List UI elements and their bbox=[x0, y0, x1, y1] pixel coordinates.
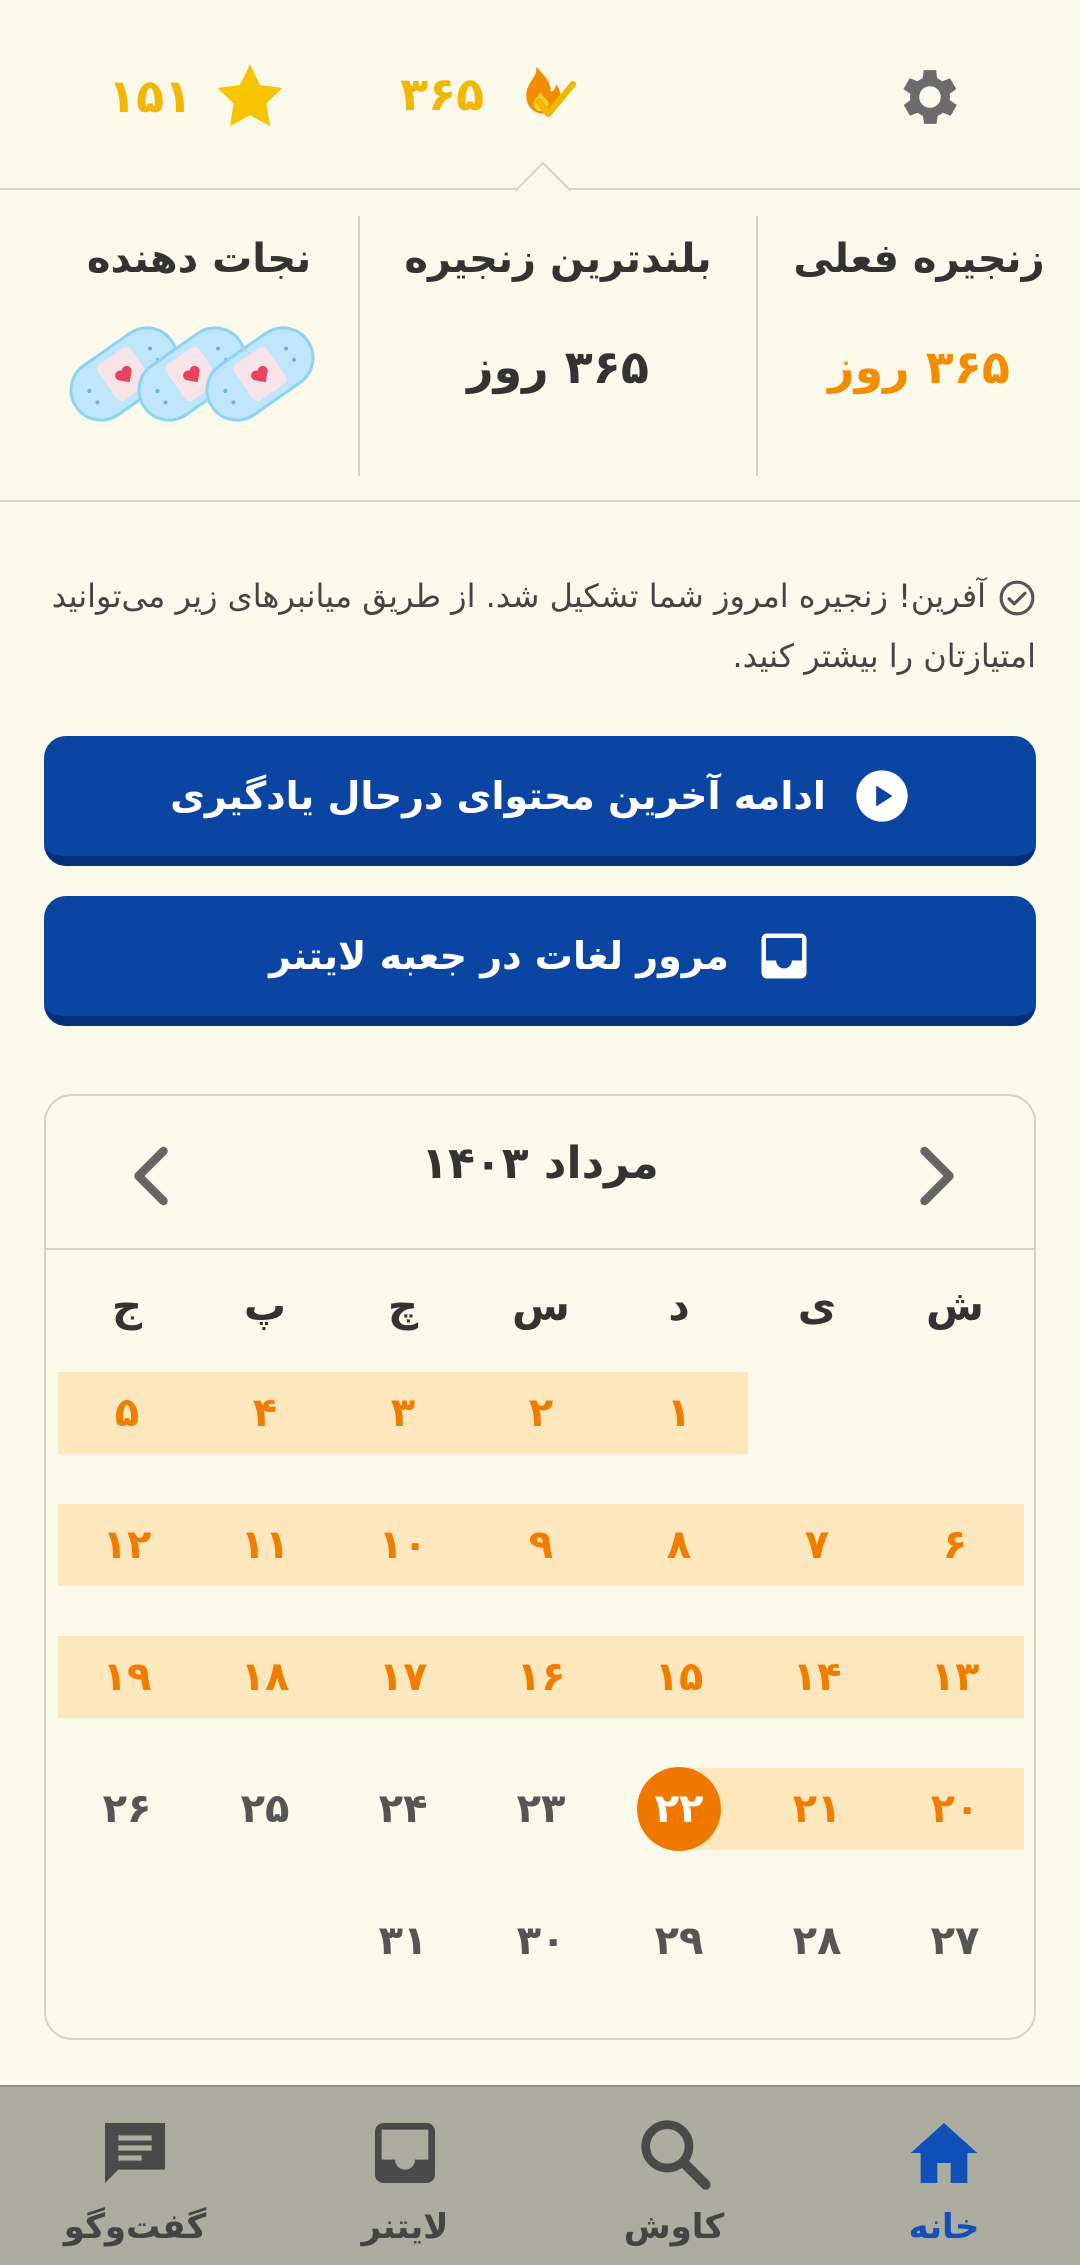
calendar-month-title: مرداد ۱۴۰۳ bbox=[421, 1138, 659, 1189]
home-icon bbox=[904, 2113, 984, 2193]
weekday-label: س bbox=[512, 1281, 570, 1330]
streak-calendar bbox=[44, 1094, 1036, 2040]
tab-explore[interactable] bbox=[574, 2087, 774, 2265]
weekday-label: د bbox=[668, 1281, 690, 1330]
check-circle-icon bbox=[998, 579, 1036, 617]
calendar-day[interactable]: ۴ bbox=[252, 1390, 278, 1436]
calendar-day-today[interactable]: ۲۲ bbox=[654, 1786, 704, 1832]
calendar-day[interactable]: ۲۸ bbox=[792, 1918, 842, 1964]
calendar-day[interactable]: ۲۱ bbox=[792, 1786, 842, 1832]
calendar-day[interactable]: ۷ bbox=[804, 1522, 830, 1568]
tab-home[interactable] bbox=[844, 2087, 1044, 2265]
calendar-day[interactable]: ۱۹ bbox=[102, 1654, 152, 1700]
search-icon bbox=[634, 2113, 714, 2193]
calendar-header bbox=[46, 1096, 1034, 1250]
calendar-day[interactable]: ۱۶ bbox=[516, 1654, 566, 1700]
continue-learning-label: ادامه آخرین محتوای درحال یادگیری bbox=[170, 774, 826, 818]
tab-leitner-label: لایتنر bbox=[361, 2207, 449, 2247]
success-message bbox=[44, 566, 1036, 686]
play-circle-icon bbox=[854, 768, 910, 824]
tab-chat[interactable] bbox=[35, 2087, 235, 2265]
chevron-right-icon[interactable] bbox=[912, 1146, 962, 1206]
streak-stat[interactable] bbox=[400, 62, 576, 126]
current-streak bbox=[758, 192, 1080, 500]
calendar-day[interactable]: ۱۷ bbox=[378, 1654, 428, 1700]
inbox-icon bbox=[365, 2113, 445, 2193]
calendar-day[interactable]: ۶ bbox=[942, 1522, 968, 1568]
calendar-day[interactable]: ۲۵ bbox=[240, 1786, 290, 1832]
calendar-day[interactable]: ۸ bbox=[666, 1522, 692, 1568]
calendar-day[interactable]: ۲۷ bbox=[930, 1918, 980, 1964]
tab-leitner[interactable] bbox=[305, 2087, 505, 2265]
chat-icon bbox=[95, 2113, 175, 2193]
weekday-label: ی bbox=[797, 1281, 837, 1330]
success-message-text: آفرین! زنجیره امروز شما تشکیل شد. از طریق میانبرهای زیر می‌توانید امتیازتان را بیشتر کنید. bbox=[51, 577, 1036, 675]
top-bar bbox=[0, 0, 1080, 190]
tab-home-label: خانه bbox=[908, 2207, 980, 2247]
streak-saver-label: نجات دهنده bbox=[86, 236, 312, 282]
calendar-day[interactable]: ۵ bbox=[114, 1390, 140, 1436]
current-streak-value: ۳۶۵ روز bbox=[828, 340, 1010, 394]
calendar-day[interactable]: ۱ bbox=[666, 1390, 692, 1436]
inbox-icon bbox=[757, 929, 811, 983]
tab-explore-label: کاوش bbox=[623, 2207, 725, 2247]
tab-chat-label: گفت‌وگو bbox=[63, 2207, 207, 2247]
stars-stat[interactable] bbox=[108, 62, 286, 130]
calendar-day[interactable]: ۱۸ bbox=[240, 1654, 290, 1700]
current-streak-label: زنجیره فعلی bbox=[793, 236, 1045, 282]
calendar-day[interactable]: ۲۳ bbox=[516, 1786, 566, 1832]
calendar-day[interactable]: ۱۳ bbox=[930, 1654, 980, 1700]
stars-count: ۱۵۱ bbox=[108, 69, 193, 123]
longest-streak-value: ۳۶۵ روز bbox=[467, 340, 649, 394]
calendar-day[interactable]: ۲۶ bbox=[102, 1786, 152, 1832]
calendar-day[interactable]: ۲۰ bbox=[930, 1786, 980, 1832]
longest-streak-label: بلندترین زنجیره bbox=[404, 236, 712, 282]
calendar-day[interactable]: ۱۵ bbox=[654, 1654, 704, 1700]
calendar-day[interactable]: ۲۹ bbox=[654, 1918, 704, 1964]
streak-saver[interactable] bbox=[40, 192, 358, 500]
longest-streak bbox=[360, 192, 756, 500]
flame-check-icon bbox=[506, 62, 576, 126]
settings-gear-icon[interactable] bbox=[893, 60, 967, 134]
calendar-day[interactable]: ۳۱ bbox=[378, 1918, 428, 1964]
review-leitner-button[interactable] bbox=[44, 896, 1036, 1026]
weekday-label: ج bbox=[111, 1281, 143, 1330]
streak-summary bbox=[0, 192, 1080, 502]
calendar-day[interactable]: ۳۰ bbox=[516, 1918, 566, 1964]
streak-count: ۳۶۵ bbox=[400, 67, 485, 121]
calendar-day[interactable]: ۲۴ bbox=[378, 1786, 428, 1832]
bandage-icon bbox=[64, 304, 334, 444]
calendar-day[interactable]: ۱۲ bbox=[102, 1522, 152, 1568]
calendar-day[interactable]: ۲ bbox=[528, 1390, 554, 1436]
weekday-label: ش bbox=[926, 1281, 984, 1330]
weekday-label: چ bbox=[387, 1281, 419, 1330]
bottom-navigation bbox=[0, 2085, 1080, 2265]
calendar-day[interactable]: ۹ bbox=[528, 1522, 554, 1568]
star-icon bbox=[214, 62, 286, 130]
weekday-label: پ bbox=[243, 1281, 287, 1330]
review-leitner-label: مرور لغات در جعبه لایتنر bbox=[269, 934, 729, 978]
calendar-day[interactable]: ۳ bbox=[390, 1390, 416, 1436]
continue-learning-button[interactable] bbox=[44, 736, 1036, 866]
calendar-day[interactable]: ۱۱ bbox=[240, 1522, 290, 1568]
calendar-day[interactable]: ۱۴ bbox=[792, 1654, 842, 1700]
calendar-day[interactable]: ۱۰ bbox=[378, 1522, 428, 1568]
